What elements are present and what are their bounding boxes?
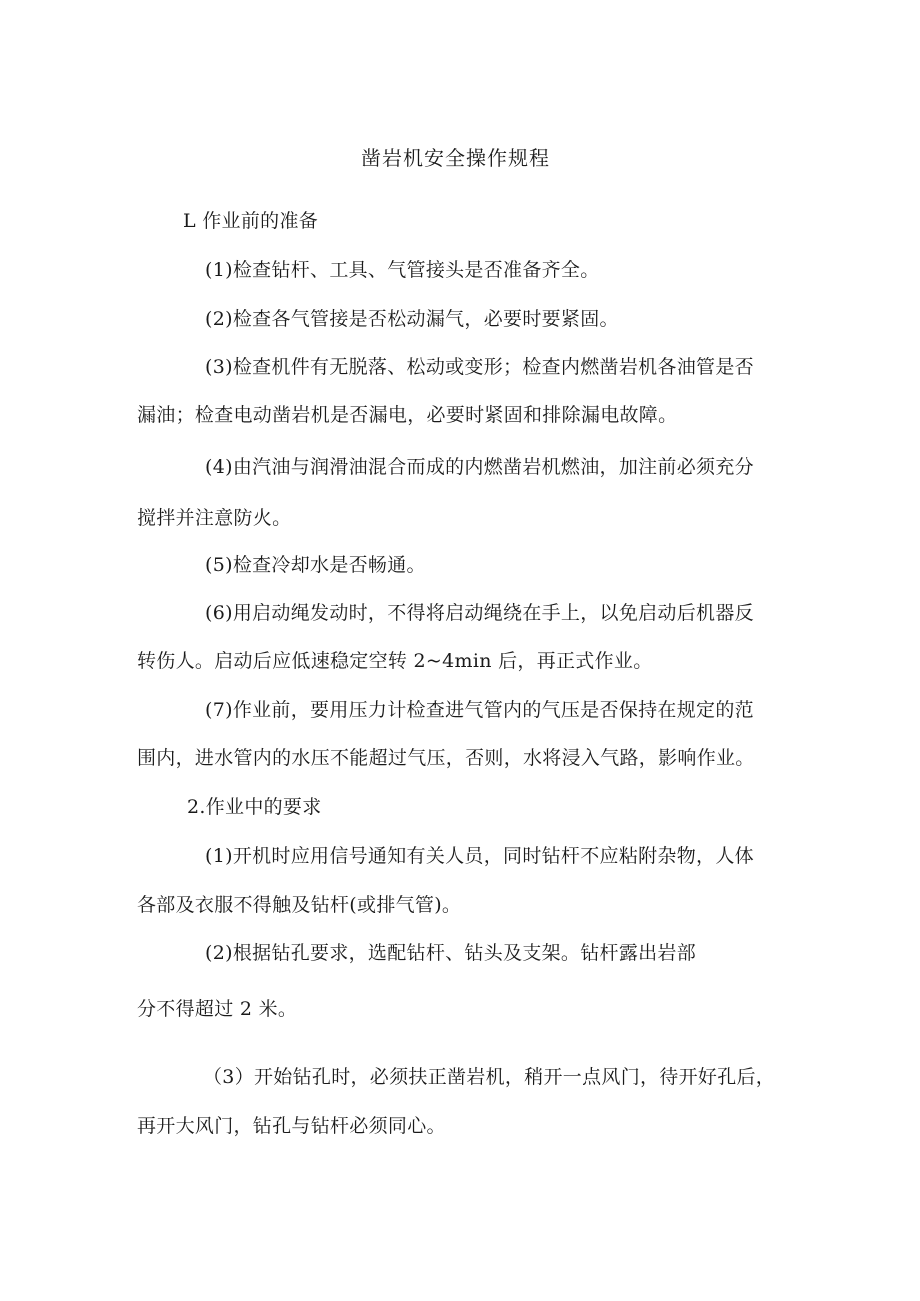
paragraph-line: 各部及衣服不得触及钻杆(或排气管)。 xyxy=(137,894,462,916)
paragraph-line: (4)由汽油与润滑油混合而成的内燃凿岩机燃油，加注前必须充分 xyxy=(205,456,754,478)
paragraph-line: (7)作业前，要用压力计检查进气管内的气压是否保持在规定的范 xyxy=(205,699,754,721)
paragraph-line: 分不得超过 2 米。 xyxy=(137,998,298,1020)
paragraph-line: (1)开机时应用信号通知有关人员，同时钻杆不应粘附杂物，人体 xyxy=(205,845,754,867)
paragraph-line: (6)用启动绳发动时，不得将启动绳绕在手上，以免启动后机器反 xyxy=(205,602,754,624)
paragraph-line: 转伤人。启动后应低速稳定空转 2~4min 后，再正式作业。 xyxy=(137,650,653,672)
document-title: 凿岩机安全操作规程 xyxy=(361,146,550,170)
paragraph-line: 漏油；检查电动凿岩机是否漏电，必要时紧固和排除漏电故障。 xyxy=(137,404,678,426)
paragraph-line: 围内，进水管内的水压不能超过气压，否则，水将浸入气路，影响作业。 xyxy=(137,747,755,769)
paragraph-line: 再开大风门，钻孔与钻杆必须同心。 xyxy=(137,1115,446,1137)
paragraph-line: 搅拌并注意防火。 xyxy=(137,507,292,529)
paragraph-line: (3)检查机件有无脱落、松动或变形；检查内燃凿岩机各油管是否 xyxy=(205,356,754,378)
paragraph-line: (2)检查各气管接是否松动漏气，必要时要紧固。 xyxy=(205,308,619,330)
paragraph-line: (1)检查钻杆、工具、气管接头是否准备齐全。 xyxy=(205,259,600,281)
section-heading: L 作业前的准备 xyxy=(183,210,319,232)
paragraph-line: (5)检查冷却水是否畅通。 xyxy=(205,554,426,576)
section-heading: 2.作业中的要求 xyxy=(187,796,322,818)
paragraph-line: (2)根据钻孔要求，选配钻杆、钻头及支架。钻杆露出岩部 xyxy=(205,942,697,964)
paragraph-line: （3）开始钻孔时，必须扶正凿岩机，稍开一点风门，待开好孔后， xyxy=(203,1066,776,1088)
